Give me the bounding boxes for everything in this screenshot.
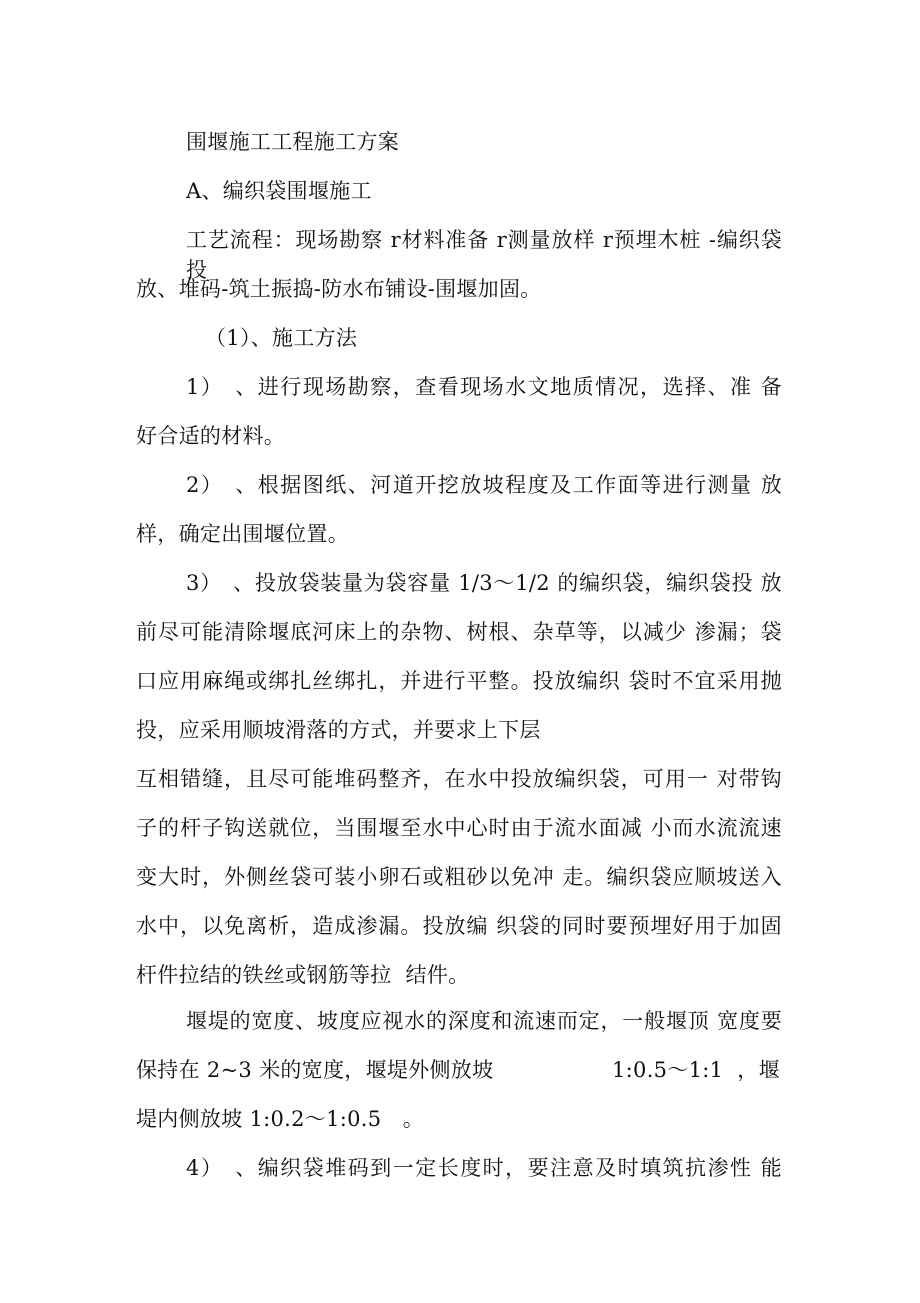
dam-line-3: 堤内侧放坡 1:0.2～1:0.5 。 xyxy=(136,1107,425,1131)
item-3-line-1: 3） 、投放袋装量为袋容量 1/3～1/2 的编织袋，编织袋投 放 xyxy=(186,571,782,595)
item-3-line-6: 子的杆子钩送就位，当围堰至水中心时由于流水面减 小而水流流速 xyxy=(136,816,782,840)
dam-line-2-left: 保持在 2~3 米的宽度，堰堤外侧放坡 xyxy=(136,1058,494,1082)
item-3-line-3: 口应用麻绳或绑扎丝绑扎，并进行平整。投放编织 袋时不宜采用抛 xyxy=(136,669,782,693)
item-2-line-1: 2） 、根据图纸、河道开挖放坡程度及工作面等进行测量 放 xyxy=(186,473,782,497)
section-heading-a: A、编织袋围堰施工 xyxy=(186,179,372,203)
item-3-line-2: 前尽可能清除堰底河床上的杂物、树根、杂草等，以减少 渗漏；袋 xyxy=(136,620,782,644)
item-2-line-2: 样，确定出围堰位置。 xyxy=(136,522,349,546)
process-flow-line-2: 放、堆码-筑土振捣-防水布铺设-围堰加固。 xyxy=(136,277,542,301)
item-3-line-4: 投，应采用顺坡滑落的方式，并要求上下层 xyxy=(136,718,541,742)
document-title: 围堰施工工程施工方案 xyxy=(186,130,399,154)
item-1-line-2: 好合适的材料。 xyxy=(136,424,286,448)
item-3-line-8: 水中，以免离析，造成渗漏。投放编 织袋的同时要预埋好用于加固 xyxy=(136,914,782,938)
dam-line-1: 堰堤的宽度、坡度应视水的深度和流速而定，一般堰顶 宽度要 xyxy=(186,1009,782,1033)
item-4-line-1: 4） 、编织袋堆码到一定长度时，要注意及时填筑抗渗性 能 xyxy=(186,1156,782,1180)
item-1-line-1: 1） 、进行现场勘察，查看现场水文地质情况，选择、准 备 xyxy=(186,375,782,399)
item-3-line-7: 变大时，外侧丝袋可装小卵石或粗砂以免冲 走。编织袋应顺坡送入 xyxy=(136,865,782,889)
process-flow-line-1: 工艺流程：现场勘察 r材料准备 r测量放样 r预埋木桩 -编织袋投 xyxy=(186,228,782,282)
item-3-line-5: 互相错缝，且尽可能堆码整齐，在水中投放编织袋，可用一 对带钩 xyxy=(136,767,782,791)
dam-line-2-right: 1:0.5～1:1 ，堰 xyxy=(612,1058,780,1082)
method-heading: （1）、施工方法 xyxy=(205,326,358,350)
item-3-line-9: 杆件拉结的铁丝或钢筋等拉 结件。 xyxy=(136,963,470,987)
